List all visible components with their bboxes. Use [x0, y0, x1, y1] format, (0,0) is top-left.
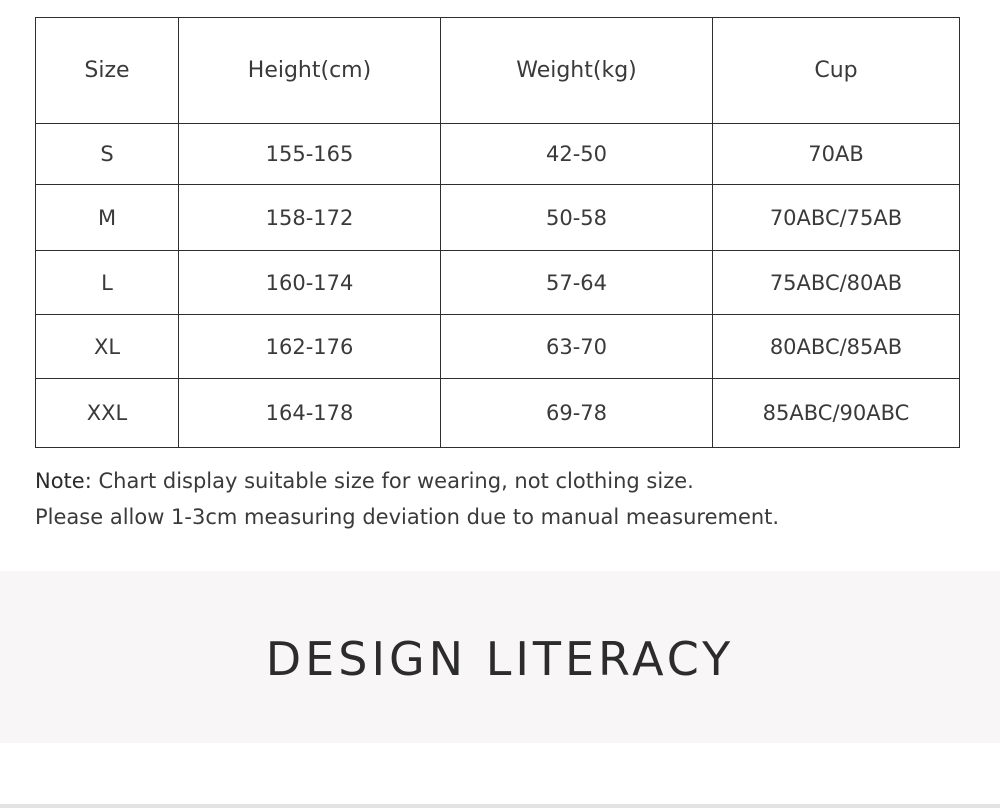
design-literacy-banner [0, 571, 1000, 743]
cell-height: 158-172 [179, 185, 441, 251]
table-row [36, 379, 960, 448]
cell-cup: 80ABC/85AB [713, 315, 960, 379]
table-row [36, 251, 960, 315]
section-title: DESIGN LITERACY [265, 632, 735, 686]
header-cup: Cup [713, 18, 960, 124]
header-weight: Weight(kg) [441, 18, 713, 124]
cell-height: 164-178 [179, 379, 441, 448]
cell-size: XL [36, 315, 179, 379]
note-text: Chart display suitable size for wearing, not clothing size. [98, 469, 694, 493]
cell-weight: 50-58 [441, 185, 713, 251]
table-row [36, 315, 960, 379]
header-size: Size [36, 18, 179, 124]
cell-size: S [36, 124, 179, 185]
cell-size: L [36, 251, 179, 315]
note-line-2: Please allow 1-3cm measuring deviation due to manual measurement. [35, 505, 780, 529]
cell-size: M [36, 185, 179, 251]
cell-cup: 85ABC/90ABC [713, 379, 960, 448]
cell-cup: 70ABC/75AB [713, 185, 960, 251]
table-row [36, 185, 960, 251]
cell-weight: 63-70 [441, 315, 713, 379]
table-header-row [36, 18, 960, 124]
cell-cup: 70AB [713, 124, 960, 185]
bottom-divider [0, 804, 1000, 808]
size-chart-table [35, 17, 960, 448]
cell-weight: 69-78 [441, 379, 713, 448]
table-row [36, 124, 960, 185]
size-note [35, 463, 779, 535]
cell-height: 162-176 [179, 315, 441, 379]
cell-weight: 57-64 [441, 251, 713, 315]
cell-height: 160-174 [179, 251, 441, 315]
cell-height: 155-165 [179, 124, 441, 185]
cell-weight: 42-50 [441, 124, 713, 185]
cell-cup: 75ABC/80AB [713, 251, 960, 315]
note-line-1 [35, 463, 779, 499]
note-label: Note: [35, 469, 92, 493]
cell-size: XXL [36, 379, 179, 448]
header-height: Height(cm) [179, 18, 441, 124]
